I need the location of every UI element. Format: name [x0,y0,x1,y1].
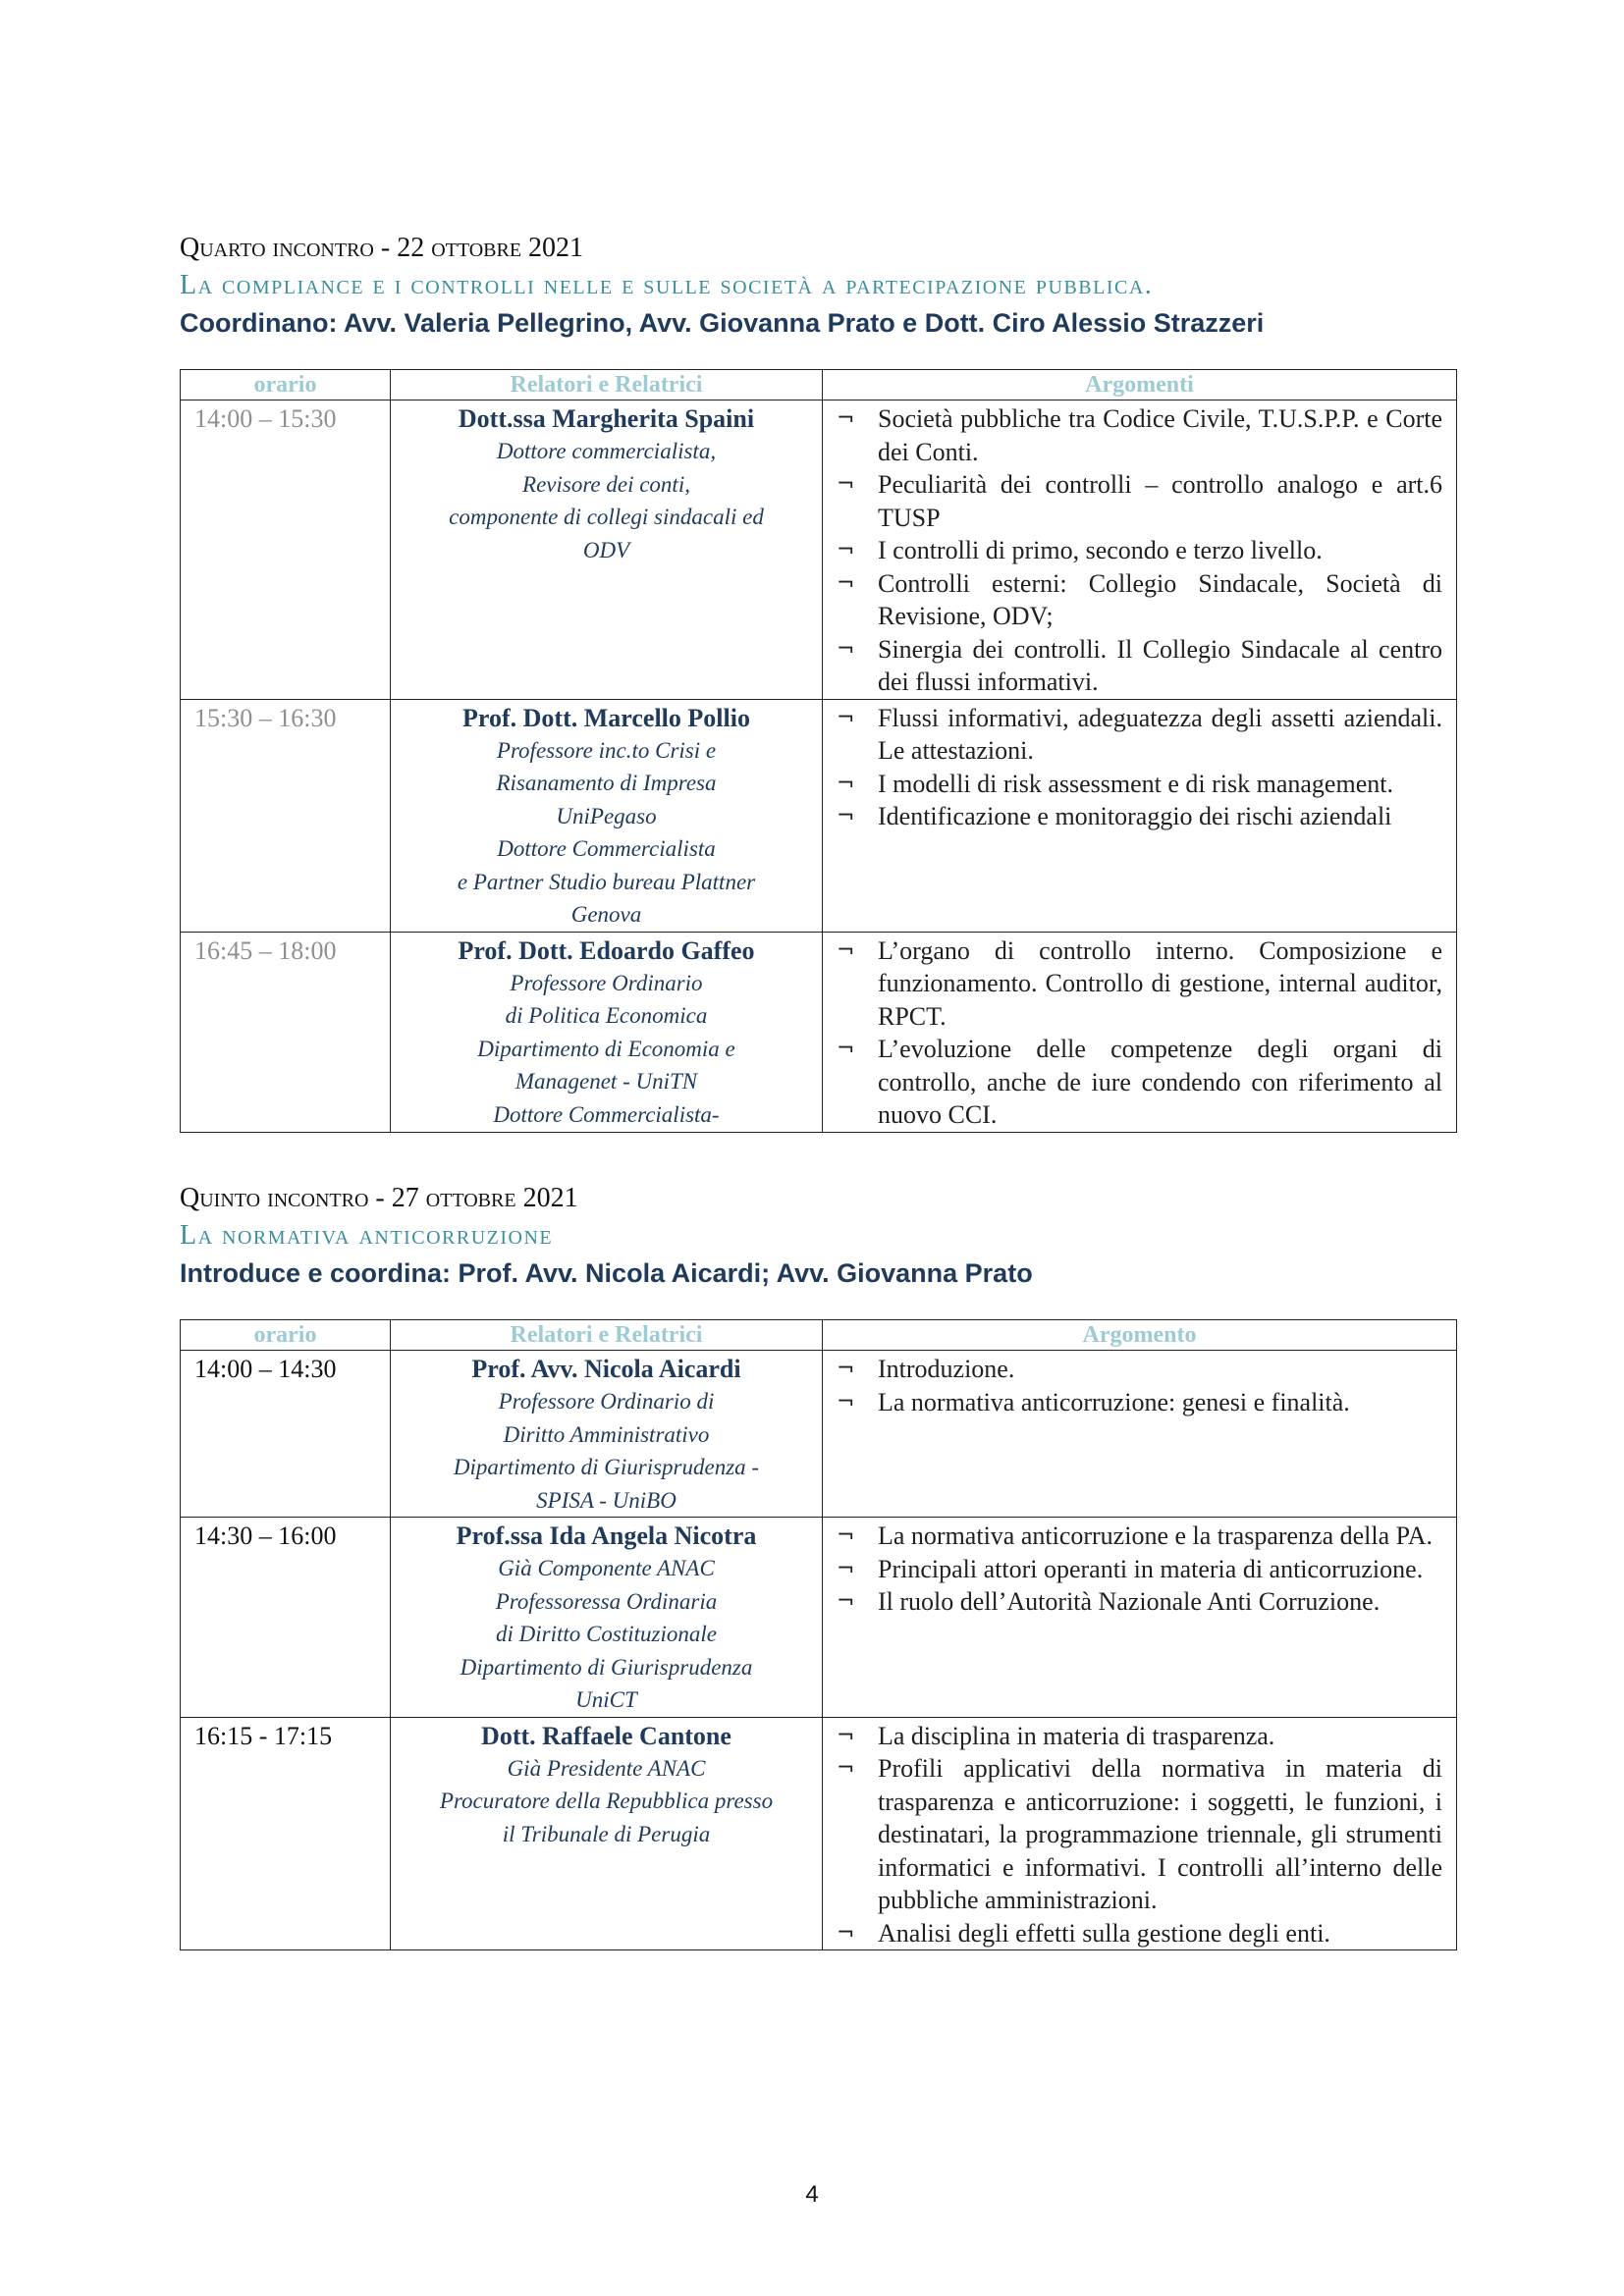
section-quinto-incontro [180,1182,1456,1950]
section-coordinators: Introduce e coordina: Prof. Avv. Nicola Aicardi; Avv. Giovanna Prato [180,1258,1033,1288]
speaker-role: Diritto Amministrativo [503,1421,710,1447]
not-sign-bullet-icon: ¬ [837,1389,855,1415]
topic-text: La normativa anticorruzione e la trasparenza della PA. [878,1522,1434,1550]
topic-list [835,1720,1442,1950]
topic-text: La disciplina in materia di trasparenza. [878,1721,1275,1750]
list-item [835,702,1442,768]
session-time: 16:15 - 17:15 [181,1717,391,1950]
not-sign-bullet-icon: ¬ [837,538,855,562]
list-item [835,1353,1442,1386]
speaker-role: Dipartimento di Giurisprudenza - [453,1455,760,1479]
speaker-cell [391,699,823,932]
topic-text: Società pubbliche tra Codice Civile, T.U.S.P.P. e Corte dei Conti. [878,404,1442,466]
not-sign-bullet-icon: ¬ [837,705,855,730]
col-header-speakers: Relatori e Relatrici [391,370,823,400]
list-item [835,1752,1442,1917]
col-header-topics: Argomenti [823,370,1457,400]
not-sign-bullet-icon: ¬ [837,472,855,497]
table-body [181,400,1457,1133]
speaker-role: Già Componente ANAC [498,1556,715,1580]
not-sign-bullet-icon: ¬ [837,636,855,662]
section-heading: Quinto incontro - 27 ottobre 2021 [180,1183,578,1213]
table-row [181,932,1457,1132]
speaker-name: Dott.ssa Margherita Spaini [458,404,755,433]
speaker-cell [391,1717,823,1950]
list-item [835,1033,1442,1132]
not-sign-bullet-icon: ¬ [837,1723,855,1748]
topic-text: Il ruolo dell’Autorità Nazionale Anti Corruzione. [878,1587,1380,1616]
list-item [835,468,1442,534]
schedule-table [180,369,1457,1133]
topic-text: La normativa anticorruzione: genesi e finalità. [878,1387,1350,1416]
topic-text: I controlli di primo, secondo e terzo livello. [878,536,1323,564]
list-item [835,402,1442,468]
list-item [835,934,1442,1034]
session-time: 14:30 – 16:00 [181,1518,391,1718]
not-sign-bullet-icon: ¬ [837,1589,855,1614]
not-sign-bullet-icon: ¬ [837,1920,855,1946]
speaker-role: di Politica Economica [505,1003,708,1028]
speaker-role: Genova [570,902,642,927]
table-row [181,400,1457,700]
list-item [835,1917,1442,1950]
speaker-role: Procuratore della Repubblica presso [439,1789,774,1813]
not-sign-bullet-icon: ¬ [837,1357,855,1381]
speaker-cell [391,400,823,700]
col-header-time: orario [181,1320,391,1351]
topic-text: I modelli di risk assessment e di risk management. [878,769,1393,798]
speaker-role: Dottore Commercialista [497,836,716,861]
topic-list [835,1520,1442,1619]
table-row [181,1518,1457,1718]
not-sign-bullet-icon: ¬ [837,570,855,596]
speaker-role: Managenet - UniTN [514,1069,698,1094]
speaker-role: di Diritto Costituzionale [496,1622,717,1646]
speaker-role: Professoressa Ordinaria [495,1588,718,1614]
speaker-role: Dipartimento di Giurisprudenza [460,1654,753,1680]
section-title: La compliance e i controlli nelle e sulle società a partecipazione pubblica. [180,270,1154,300]
topics-cell [823,932,1457,1132]
table-header-row [181,1320,1457,1351]
topic-text: Sinergia dei controlli. Il Collegio Sindacale al centro dei flussi informativi. [878,634,1442,696]
topic-text: Controlli esterni: Collegio Sindacale, Società di Revisione, ODV; [878,568,1442,630]
session-time: 15:30 – 16:30 [181,699,391,932]
not-sign-bullet-icon: ¬ [837,1556,855,1581]
session-time: 14:00 – 15:30 [181,400,391,700]
not-sign-bullet-icon: ¬ [837,804,855,828]
topics-cell [823,400,1457,700]
col-header-topics: Argomento [823,1320,1457,1351]
session-time: 14:00 – 14:30 [181,1351,391,1518]
speaker-name: Prof. Dott. Edoardo Gaffeo [458,935,755,965]
topic-list [835,702,1442,833]
not-sign-bullet-icon: ¬ [837,1756,855,1781]
speaker-role: Dottore commercialista, [496,439,717,463]
speaker-role: il Tribunale di Perugia [502,1821,711,1846]
speaker-role: UniCT [575,1687,637,1712]
page-number: 4 [805,2181,819,2208]
not-sign-bullet-icon: ¬ [837,771,855,796]
speaker-role: UniPegaso [556,803,657,828]
speaker-role: Professore Ordinario di [498,1389,715,1414]
speaker-name: Dott. Raffaele Cantone [481,1721,731,1750]
topics-cell [823,1351,1457,1518]
list-item [835,1520,1442,1553]
section-coordinators: Coordinano: Avv. Valeria Pellegrino, Avv. Giovanna Prato e Dott. Ciro Alessio Strazzeri [180,308,1265,338]
topics-cell [823,1518,1457,1718]
topics-cell [823,1717,1457,1950]
list-item [835,534,1442,567]
speaker-role: Professore inc.to Crisi e [496,737,717,763]
speaker-role: Revisore dei conti, [522,471,690,497]
topic-text: Peculiarità dei controlli – controllo analogo e art.6 TUSP [878,470,1442,532]
speaker-role: e Partner Studio bureau Plattner [457,869,756,894]
speaker-role: SPISA - UniBO [536,1487,677,1513]
list-item [835,1720,1442,1753]
not-sign-bullet-icon: ¬ [837,937,855,963]
topics-cell [823,699,1457,932]
section-title: La normativa anticorruzione [180,1220,554,1251]
col-header-speakers: Relatori e Relatrici [391,1320,823,1351]
topic-list [835,402,1442,699]
table-row [181,699,1457,932]
list-item [835,800,1442,833]
topic-text: Profili applicativi della normativa in materia di trasparenza e anticorruzione: i soggetti, le funzioni, i destinatari, la programmazione triennale, gli strumenti informatici e informativi. I controlli all’interno delle pubbliche amministrazioni. [878,1754,1442,1914]
topic-list [835,934,1442,1132]
speaker-role: componente di collegi sindacali ed [449,505,764,529]
not-sign-bullet-icon: ¬ [837,406,855,431]
section-heading: Quarto incontro - 22 ottobre 2021 [180,233,584,263]
speaker-cell [391,1518,823,1718]
section-quarto-incontro [180,232,1456,1133]
topic-text: Identificazione e monitoraggio dei rischi aziendali [878,802,1392,830]
speaker-name: Prof. Dott. Marcello Pollio [462,703,750,732]
speaker-role: Dottore Commercialista- [493,1101,720,1127]
topic-text: L’organo di controllo interno. Composizione e funzionamento. Controllo di gestione, internal auditor, RPCT. [878,935,1442,1031]
topic-list [835,1353,1442,1418]
speaker-role: Dipartimento di Economia e [477,1036,735,1061]
session-time: 16:45 – 18:00 [181,932,391,1132]
topic-text: Flussi informativi, adeguatezza degli assetti aziendali. Le attestazioni. [878,703,1442,765]
speaker-name: Prof.ssa Ida Angela Nicotra [456,1522,757,1550]
not-sign-bullet-icon: ¬ [837,1037,855,1061]
list-item [835,633,1442,699]
speaker-role: ODV [582,537,630,562]
not-sign-bullet-icon: ¬ [837,1523,855,1548]
speaker-name: Prof. Avv. Nicola Aicardi [471,1355,741,1383]
table-header-row [181,370,1457,400]
col-header-time: orario [181,370,391,400]
list-item [835,567,1442,633]
schedule-table [180,1319,1457,1950]
list-item [835,768,1442,801]
speaker-role: Professore Ordinario [510,970,703,995]
speaker-cell [391,932,823,1132]
list-item [835,1585,1442,1619]
list-item [835,1553,1442,1586]
topic-text: Analisi degli effetti sulla gestione degli enti. [878,1918,1330,1948]
speaker-role: Risanamento di Impresa [496,771,717,795]
list-item [835,1386,1442,1419]
table-row [181,1351,1457,1518]
speaker-role: Già Presidente ANAC [507,1755,706,1781]
topic-text: Introduzione. [878,1355,1015,1383]
table-row [181,1717,1457,1950]
table-body [181,1351,1457,1950]
speaker-cell [391,1351,823,1518]
topic-text: Principali attori operanti in materia di anticorruzione. [878,1554,1424,1583]
topic-text: L’evoluzione delle competenze degli organi di controllo, anche de iure condendo con riferimento al nuovo CCI. [878,1035,1442,1129]
